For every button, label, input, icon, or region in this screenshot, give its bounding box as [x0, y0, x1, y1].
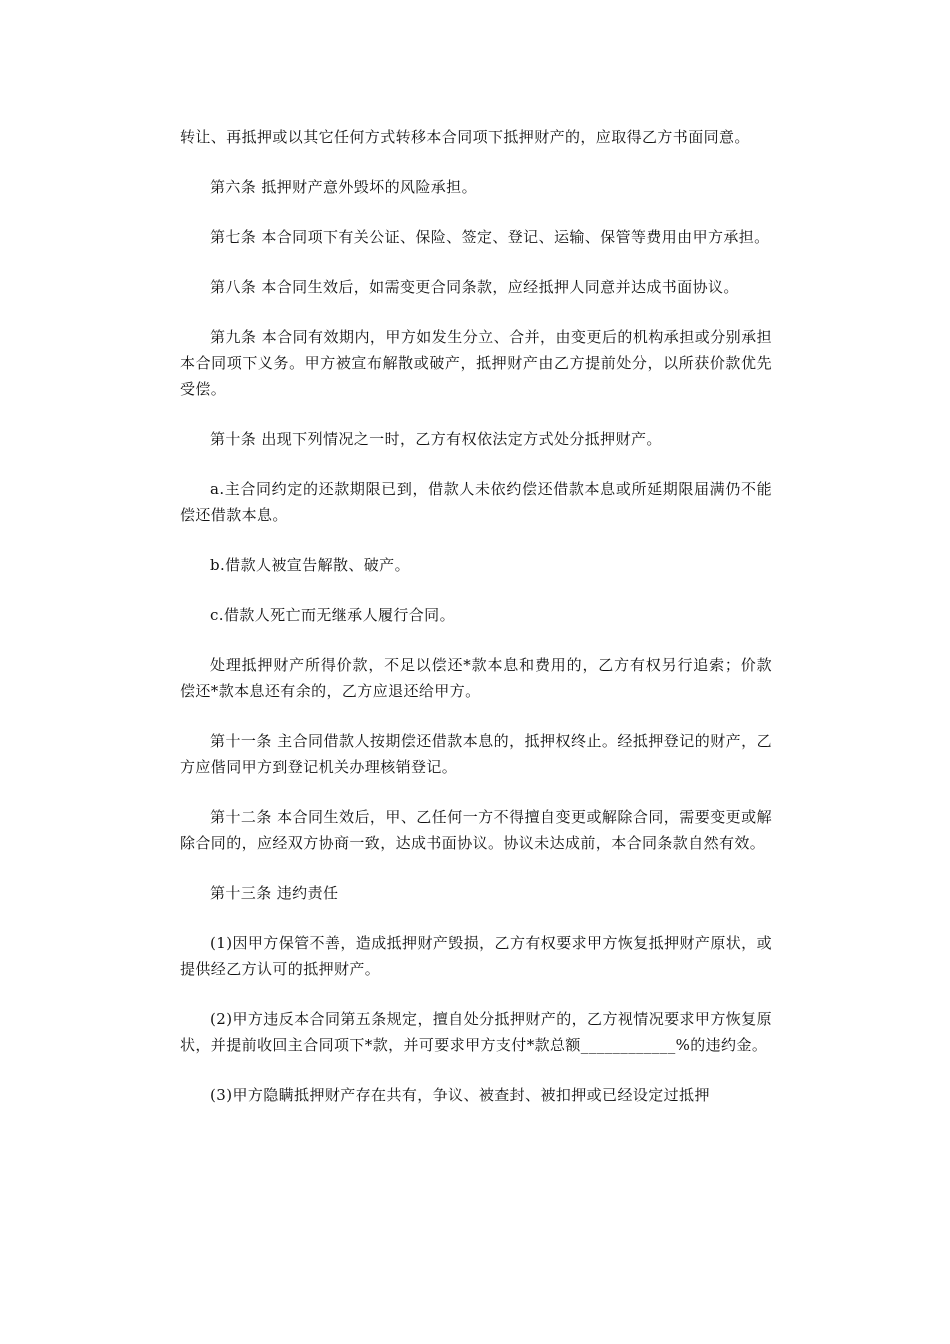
article-6: 第六条 抵押财产意外毁坏的风险承担。: [210, 178, 477, 196]
article-10-item-b: b.借款人被宣告解散、破产。: [210, 556, 410, 574]
article-7: 第七条 本合同项下有关公证、保险、签定、登记、运输、保管等费用由甲方承担。: [210, 228, 770, 246]
article-12: 第十二条 本合同生效后，甲、乙任何一方不得擅自变更或解除合同，需要变更或解除合同的，应经双方协商一致，达成书面协议。协议未达成前，本合同条款自然有效。: [180, 808, 772, 852]
article-10-proceeds: 处理抵押财产所得价款，不足以偿还*款本息和费用的，乙方有权另行追索；价款偿还*款本息还有余的，乙方应退还给甲方。: [180, 656, 772, 700]
article-13-heading: 第十三条 违约责任: [210, 884, 339, 902]
article-8: 第八条 本合同生效后，如需变更合同条款，应经抵押人同意并达成书面协议。: [210, 278, 739, 296]
article-10-item-c: c.借款人死亡而无继承人履行合同。: [210, 606, 455, 624]
article-11: 第十一条 主合同借款人按期偿还借款本息的，抵押权终止。经抵押登记的财产，乙方应偕同甲方到登记机关办理核销登记。: [180, 732, 772, 776]
article-10-item-a: a.主合同约定的还款期限已到，借款人未依约偿还借款本息或所延期限届满仍不能偿还借款本息。: [180, 480, 772, 524]
document-body: [180, 124, 772, 1132]
article-13-item-3: (3)甲方隐瞒抵押财产存在共有，争议、被查封、被扣押或已经设定过抵押: [210, 1086, 710, 1104]
paragraph-transfer-consent: 转让、再抵押或以其它任何方式转移本合同项下抵押财产的，应取得乙方书面同意。: [180, 128, 750, 146]
article-9: 第九条 本合同有效期内，甲方如发生分立、合并，由变更后的机构承担或分别承担本合同项下义务。甲方被宣布解散或破产，抵押财产由乙方提前处分，以所获价款优先受偿。: [180, 328, 772, 398]
article-10: 第十条 出现下列情况之一时，乙方有权依法定方式处分抵押财产。: [210, 430, 662, 448]
article-13-item-2: (2)甲方违反本合同第五条规定，擅自处分抵押财产的，乙方视情况要求甲方恢复原状，并提前收回主合同项下*款，并可要求甲方支付*款总额____________%的违约金。: [180, 1010, 772, 1054]
article-13-item-1: (1)因甲方保管不善，造成抵押财产毁损，乙方有权要求甲方恢复抵押财产原状，或提供经乙方认可的抵押财产。: [180, 934, 772, 978]
